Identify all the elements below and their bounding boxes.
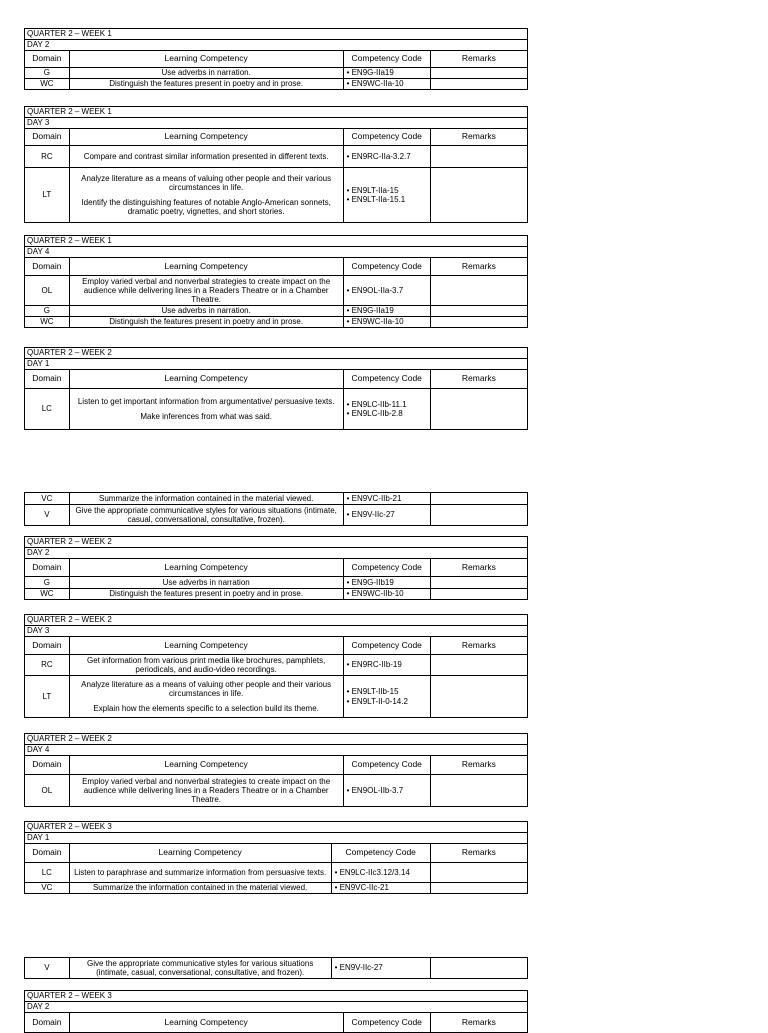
competency-cell [69,655,343,676]
competency-code: • EN9LC-IIb-11.1 [346,399,407,409]
competency-code: • EN9VC-IIb-21 [346,493,402,503]
competency-text: Identify the distinguishing features of notable Anglo-American sonnets, dramatic poetry, vignettes, and short stories. [81,198,331,217]
code-cell [343,775,430,807]
code-cell [343,493,430,505]
table-day-row [25,833,528,844]
quarter-week-header: QUARTER 2 – WEEK 2 [25,615,528,626]
domain-cell: LC [25,863,70,883]
curriculum-table [24,990,528,1033]
table-day-row [25,548,528,559]
day-header: DAY 3 [25,118,528,129]
domain-column-header: Domain [25,844,70,863]
code-column-header: Competency Code [343,559,430,577]
code-cell [343,655,430,676]
code-cell [331,958,430,979]
remarks-cell [430,883,527,894]
table-row [25,505,528,526]
domain-column-header: Domain [25,756,70,775]
day-header: DAY 3 [25,626,528,637]
remarks-column-header: Remarks [430,1013,527,1033]
table-day-row [25,247,528,258]
column-header-row [25,258,528,276]
column-header-row [25,756,528,775]
domain-column-header: Domain [25,1013,70,1033]
code-cell [343,168,430,223]
code-cell [343,306,430,317]
table-title-row [25,29,528,40]
competency-text: Get information from various print media like brochures, pamphlets, periodicals, and audio-video recordings. [86,655,326,674]
day-header: DAY 2 [25,1002,528,1013]
quarter-week-header: QUARTER 2 – WEEK 1 [25,107,528,118]
day-header: DAY 2 [25,40,528,51]
domain-cell: RC [25,146,70,168]
competency-code: • EN9OL-IIb-3.7 [346,785,404,795]
code-cell [343,68,430,79]
table-row [25,389,528,430]
competency-cell [69,146,343,168]
remarks-column-header: Remarks [430,370,527,389]
table-title-row [25,615,528,626]
domain-cell: WC [25,589,70,600]
competency-cell [69,306,343,317]
competency-cell [69,577,343,589]
competency-text: Listen to get important information from argumentative/ persuasive texts. [77,396,335,406]
code-cell [343,577,430,589]
remarks-cell [430,317,527,328]
domain-cell: VC [25,493,70,505]
competency-text: Make inferences from what was said. [140,412,272,421]
table-row [25,79,528,90]
curriculum-table [24,492,528,526]
competency-text: Use adverbs in narration. [161,68,251,78]
table-day-row [25,118,528,129]
code-column-header: Competency Code [343,1013,430,1033]
table-day-row [25,40,528,51]
table-row [25,168,528,223]
competency-text: Use adverbs in narration. [161,306,251,316]
competency-cell [69,493,343,505]
competency-cell [69,775,343,807]
competency-text: Summarize the information contained in the material viewed. [92,883,308,893]
remarks-column-header: Remarks [430,258,527,276]
competency-cell [69,168,343,223]
competency-column-header: Learning Competency [69,756,343,775]
code-column-header: Competency Code [343,756,430,775]
domain-cell: G [25,306,70,317]
competency-cell [69,863,331,883]
code-cell [343,505,430,526]
competency-cell [69,68,343,79]
domain-cell: WC [25,317,70,328]
competency-column-header: Learning Competency [69,370,343,389]
domain-column-header: Domain [25,370,70,389]
domain-cell: WC [25,79,70,90]
competency-text: Listen to paraphrase and summarize information from persuasive texts. [74,867,327,877]
competency-code: • EN9WC-IIb-10 [346,589,404,599]
table-title-row [25,107,528,118]
code-cell [343,276,430,306]
competency-code: • EN9LT-IIb-15 [346,687,399,697]
competency-column-header: Learning Competency [69,51,343,68]
column-header-row [25,129,528,146]
remarks-cell [430,79,527,90]
domain-cell: LT [25,168,70,223]
table-day-row [25,745,528,756]
competency-text: Distinguish the features present in poetry and in prose. [109,317,304,327]
table-row [25,276,528,306]
code-cell [343,589,430,600]
table-row [25,493,528,505]
table-title-row [25,236,528,247]
remarks-cell [430,655,527,676]
day-header: DAY 1 [25,833,528,844]
remarks-cell [430,589,527,600]
code-cell [343,676,430,718]
table-row [25,958,528,979]
remarks-cell [430,775,527,807]
code-cell [331,883,430,894]
column-header-row [25,844,528,863]
remarks-column-header: Remarks [430,756,527,775]
competency-cell [69,505,343,526]
competency-text: Analyze literature as a means of valuing other people and their various circumstances in life. [81,173,332,192]
competency-text: Analyze literature as a means of valuing other people and their various circumstances in life. [81,679,332,698]
remarks-column-header: Remarks [430,559,527,577]
competency-code: • EN9OL-IIa-3.7 [346,285,404,295]
remarks-cell [430,493,527,505]
competency-code: • EN9G-IIb19 [346,577,394,587]
remarks-column-header: Remarks [430,129,527,146]
competency-code: • EN9G-IIa19 [346,68,394,78]
competency-code: • EN9WC-IIa-10 [346,317,404,327]
curriculum-table [24,821,528,894]
table-row [25,883,528,894]
code-cell [343,79,430,90]
code-column-header: Competency Code [343,370,430,389]
quarter-week-header: QUARTER 2 – WEEK 2 [25,537,528,548]
remarks-column-header: Remarks [430,51,527,68]
curriculum-table [24,733,528,807]
curriculum-table [24,106,528,223]
competency-cell [69,883,331,894]
quarter-week-header: QUARTER 2 – WEEK 2 [25,734,528,745]
competency-cell [69,676,343,718]
table-row [25,589,528,600]
domain-cell: LC [25,389,70,430]
remarks-cell [430,676,527,718]
table-title-row [25,348,528,359]
competency-text: Employ varied verbal and nonverbal strategies to create impact on the audience while delivering lines in a Readers Theatre or in a Chamber Theatre. [82,776,331,805]
curriculum-table [24,957,528,979]
column-header-row [25,637,528,655]
quarter-week-header: QUARTER 2 – WEEK 1 [25,29,528,40]
code-column-header: Competency Code [343,129,430,146]
quarter-week-header: QUARTER 2 – WEEK 1 [25,236,528,247]
table-day-row [25,1002,528,1013]
competency-code: • EN9LC-IIc3.12/3.14 [334,867,410,877]
table-title-row [25,822,528,833]
competency-cell [69,276,343,306]
column-header-row [25,51,528,68]
domain-cell: G [25,577,70,589]
domain-column-header: Domain [25,637,70,655]
remarks-cell [430,863,527,883]
code-column-header: Competency Code [343,637,430,655]
table-row [25,146,528,168]
competency-column-header: Learning Competency [69,559,343,577]
competency-code: • EN9LT-IIa-15 [346,185,399,195]
table-row [25,775,528,807]
domain-cell: OL [25,276,70,306]
table-row [25,863,528,883]
remarks-cell [430,577,527,589]
competency-text: Give the appropriate communicative styles for various situations (intimate, casual, conversational, consultative, frozen). [75,505,337,524]
domain-cell: VC [25,883,70,894]
domain-column-header: Domain [25,129,70,146]
quarter-week-header: QUARTER 2 – WEEK 3 [25,991,528,1002]
table-row [25,655,528,676]
table-row [25,306,528,317]
competency-code: • EN9G-IIa19 [346,306,394,316]
competency-code: • EN9V-IIc-27 [346,510,395,520]
domain-cell: V [25,958,70,979]
competency-column-header: Learning Competency [69,258,343,276]
remarks-cell [430,276,527,306]
code-cell [343,317,430,328]
remarks-column-header: Remarks [430,844,527,863]
code-cell [343,389,430,430]
domain-cell: LT [25,676,70,718]
remarks-cell [430,505,527,526]
day-header: DAY 4 [25,247,528,258]
competency-code: • EN9LT-IIa-15.1 [346,195,406,204]
domain-cell: OL [25,775,70,807]
competency-column-header: Learning Competency [69,637,343,655]
competency-code: • EN9WC-IIa-10 [346,79,404,89]
competency-cell [69,958,331,979]
competency-cell [69,589,343,600]
competency-code: • EN9V-IIc-27 [334,963,383,973]
competency-text: Compare and contrast similar information presented in different texts. [83,151,329,161]
code-column-header: Competency Code [343,258,430,276]
competency-column-header: Learning Competency [69,844,331,863]
table-row [25,676,528,718]
remarks-cell [430,68,527,79]
competency-column-header: Learning Competency [69,129,343,146]
table-day-row [25,626,528,637]
table-row [25,68,528,79]
domain-column-header: Domain [25,559,70,577]
competency-text: Summarize the information contained in the material viewed. [99,493,314,503]
remarks-cell [430,168,527,223]
table-title-row [25,734,528,745]
quarter-week-header: QUARTER 2 – WEEK 2 [25,348,528,359]
column-header-row [25,559,528,577]
table-row [25,317,528,328]
competency-cell [69,389,343,430]
code-cell [331,863,430,883]
competency-text: Give the appropriate communicative styles for various situations (intimate, casual, conversational, consultative, and frozen). [87,958,314,977]
code-cell [343,146,430,168]
competency-cell [69,79,343,90]
domain-cell: G [25,68,70,79]
curriculum-table [24,28,528,90]
day-header: DAY 1 [25,359,528,370]
table-title-row [25,991,528,1002]
curriculum-table [24,614,528,718]
domain-column-header: Domain [25,258,70,276]
remarks-cell [430,958,527,979]
remarks-cell [430,306,527,317]
competency-code: • EN9RC-IIa-3.2.7 [346,151,411,161]
domain-cell: RC [25,655,70,676]
column-header-row [25,1013,528,1033]
column-header-row [25,370,528,389]
remarks-cell [430,389,527,430]
quarter-week-header: QUARTER 2 – WEEK 3 [25,822,528,833]
competency-column-header: Learning Competency [69,1013,343,1033]
code-column-header: Competency Code [331,844,430,863]
curriculum-table [24,536,528,600]
competency-text: Use adverbs in narration [162,577,250,587]
remarks-cell [430,146,527,168]
day-header: DAY 2 [25,548,528,559]
table-title-row [25,537,528,548]
competency-cell [69,317,343,328]
curriculum-table [24,347,528,430]
competency-text: Distinguish the features present in poetry and in prose. [109,79,304,89]
competency-code: • EN9RC-IIb-19 [346,660,402,670]
competency-text: Distinguish the features present in poetry and in prose. [109,589,304,599]
code-column-header: Competency Code [343,51,430,68]
remarks-column-header: Remarks [430,637,527,655]
competency-code: • EN9VC-IIc-21 [334,883,389,893]
competency-text: Employ varied verbal and nonverbal strategies to create impact on the audience while delivering lines in a Readers Theatre or in a Chamber Theatre. [82,276,331,305]
domain-column-header: Domain [25,51,70,68]
domain-cell: V [25,505,70,526]
table-row [25,577,528,589]
day-header: DAY 4 [25,745,528,756]
curriculum-table [24,235,528,328]
competency-code: • EN9LC-IIb-2.8 [346,409,403,418]
competency-code: • EN9LT-II-0-14.2 [346,696,408,706]
table-day-row [25,359,528,370]
competency-text: Explain how the elements specific to a selection build its theme. [93,704,319,714]
